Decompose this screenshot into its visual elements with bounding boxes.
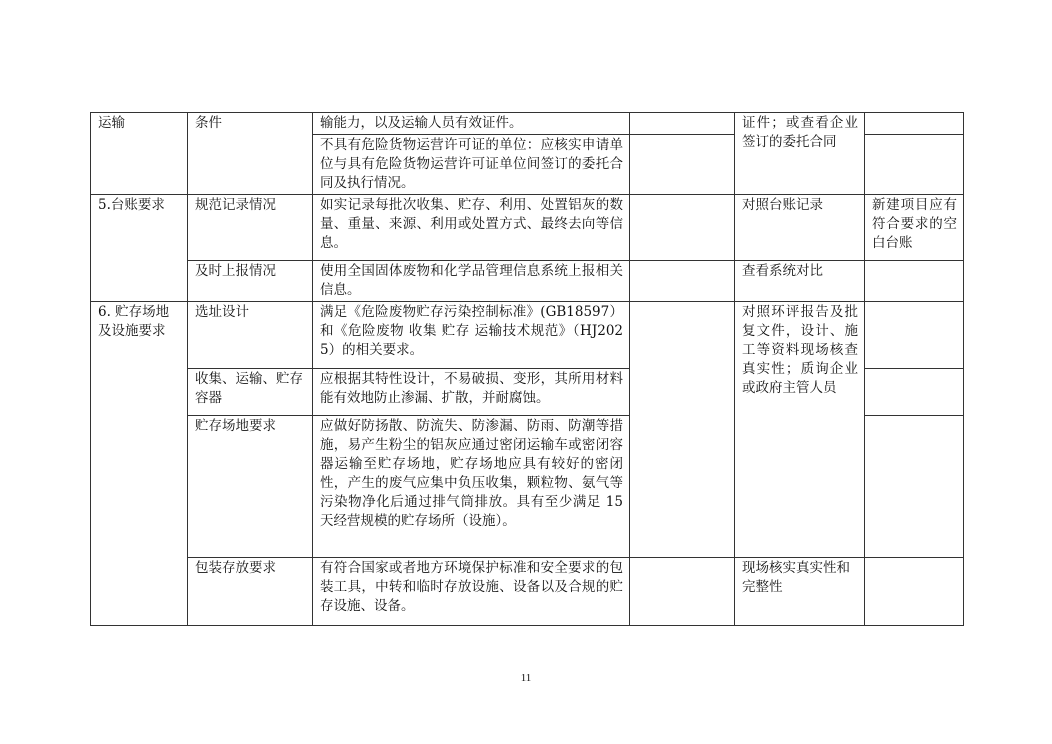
empty-cell — [630, 113, 735, 135]
requirement-cell: 不具有危险货物运营许可证的单位：应核实申请单位与具有危险货物运营许可证单位间签订的委托合同及执行情况。 — [313, 135, 630, 195]
empty-cell — [630, 558, 735, 626]
requirement-cell: 应根据其特性设计，不易破损、变形，其所用材料能有效地防止渗漏、扩散，并耐腐蚀。 — [313, 369, 630, 416]
page-number: 11 — [520, 672, 532, 684]
item-cell: 贮存场地要求 — [188, 416, 313, 558]
table-row — [91, 558, 964, 626]
item-cell: 规范记录情况 — [188, 195, 313, 261]
item-cell: 收集、运输、贮存容器 — [188, 369, 313, 416]
requirement-cell: 输能力，以及运输人员有效证件。 — [313, 113, 630, 135]
method-cell: 对照环评报告及批复文件，设计、施工等资料现场核查真实性；质询企业或政府主管人员 — [735, 302, 865, 558]
empty-cell — [630, 261, 735, 302]
empty-cell — [865, 113, 964, 135]
table-row — [91, 113, 964, 135]
empty-cell — [865, 302, 964, 369]
item-cell: 选址设计 — [188, 302, 313, 369]
empty-cell — [865, 416, 964, 558]
requirement-cell: 使用全国固体废物和化学品管理信息系统上报相关信息。 — [313, 261, 630, 302]
item-cell: 包装存放要求 — [188, 558, 313, 626]
requirement-cell: 应做好防扬散、防流失、防渗漏、防雨、防潮等措施，易产生粉尘的铝灰应通过密闭运输车或密闭容器运输至贮存场地，贮存场地应具有较好的密闭性，产生的废气应集中负压收集，颗粒物、氨气等污染物净化后通过排气筒排放。具有至少满足 15 天经营规模的贮存场所（设施）。 — [313, 416, 630, 558]
empty-cell — [630, 135, 735, 195]
note-cell: 新建项目应有符合要求的空白台账 — [865, 195, 964, 261]
empty-cell — [865, 369, 964, 416]
category-cell: 5.台账要求 — [91, 195, 188, 302]
table-row — [91, 261, 964, 302]
category-cell: 运输 — [91, 113, 188, 195]
method-cell: 现场核实真实性和完整性 — [735, 558, 865, 626]
empty-cell — [630, 195, 735, 261]
item-cell: 及时上报情况 — [188, 261, 313, 302]
empty-cell — [630, 302, 735, 558]
empty-cell — [865, 135, 964, 195]
method-cell: 查看系统对比 — [735, 261, 865, 302]
requirements-table — [90, 112, 964, 626]
table-row — [91, 195, 964, 261]
method-cell: 证件；或查看企业签订的委托合同 — [735, 113, 865, 195]
category-cell: 6. 贮存场地及设施要求 — [91, 302, 188, 626]
empty-cell — [865, 261, 964, 302]
requirement-cell: 有符合国家或者地方环境保护标准和安全要求的包装工具，中转和临时存放设施、设备以及合规的贮存设施、设备。 — [313, 558, 630, 626]
requirement-cell: 满足《危险废物贮存污染控制标准》(GB18597）和《危险废物 收集 贮存 运输技术规范》（HJ2025）的相关要求。 — [313, 302, 630, 369]
requirement-cell: 如实记录每批次收集、贮存、利用、处置铝灰的数量、重量、来源、利用或处置方式、最终去向等信息。 — [313, 195, 630, 261]
method-cell: 对照台账记录 — [735, 195, 865, 261]
item-cell: 条件 — [188, 113, 313, 195]
empty-cell — [865, 558, 964, 626]
table-row — [91, 302, 964, 369]
